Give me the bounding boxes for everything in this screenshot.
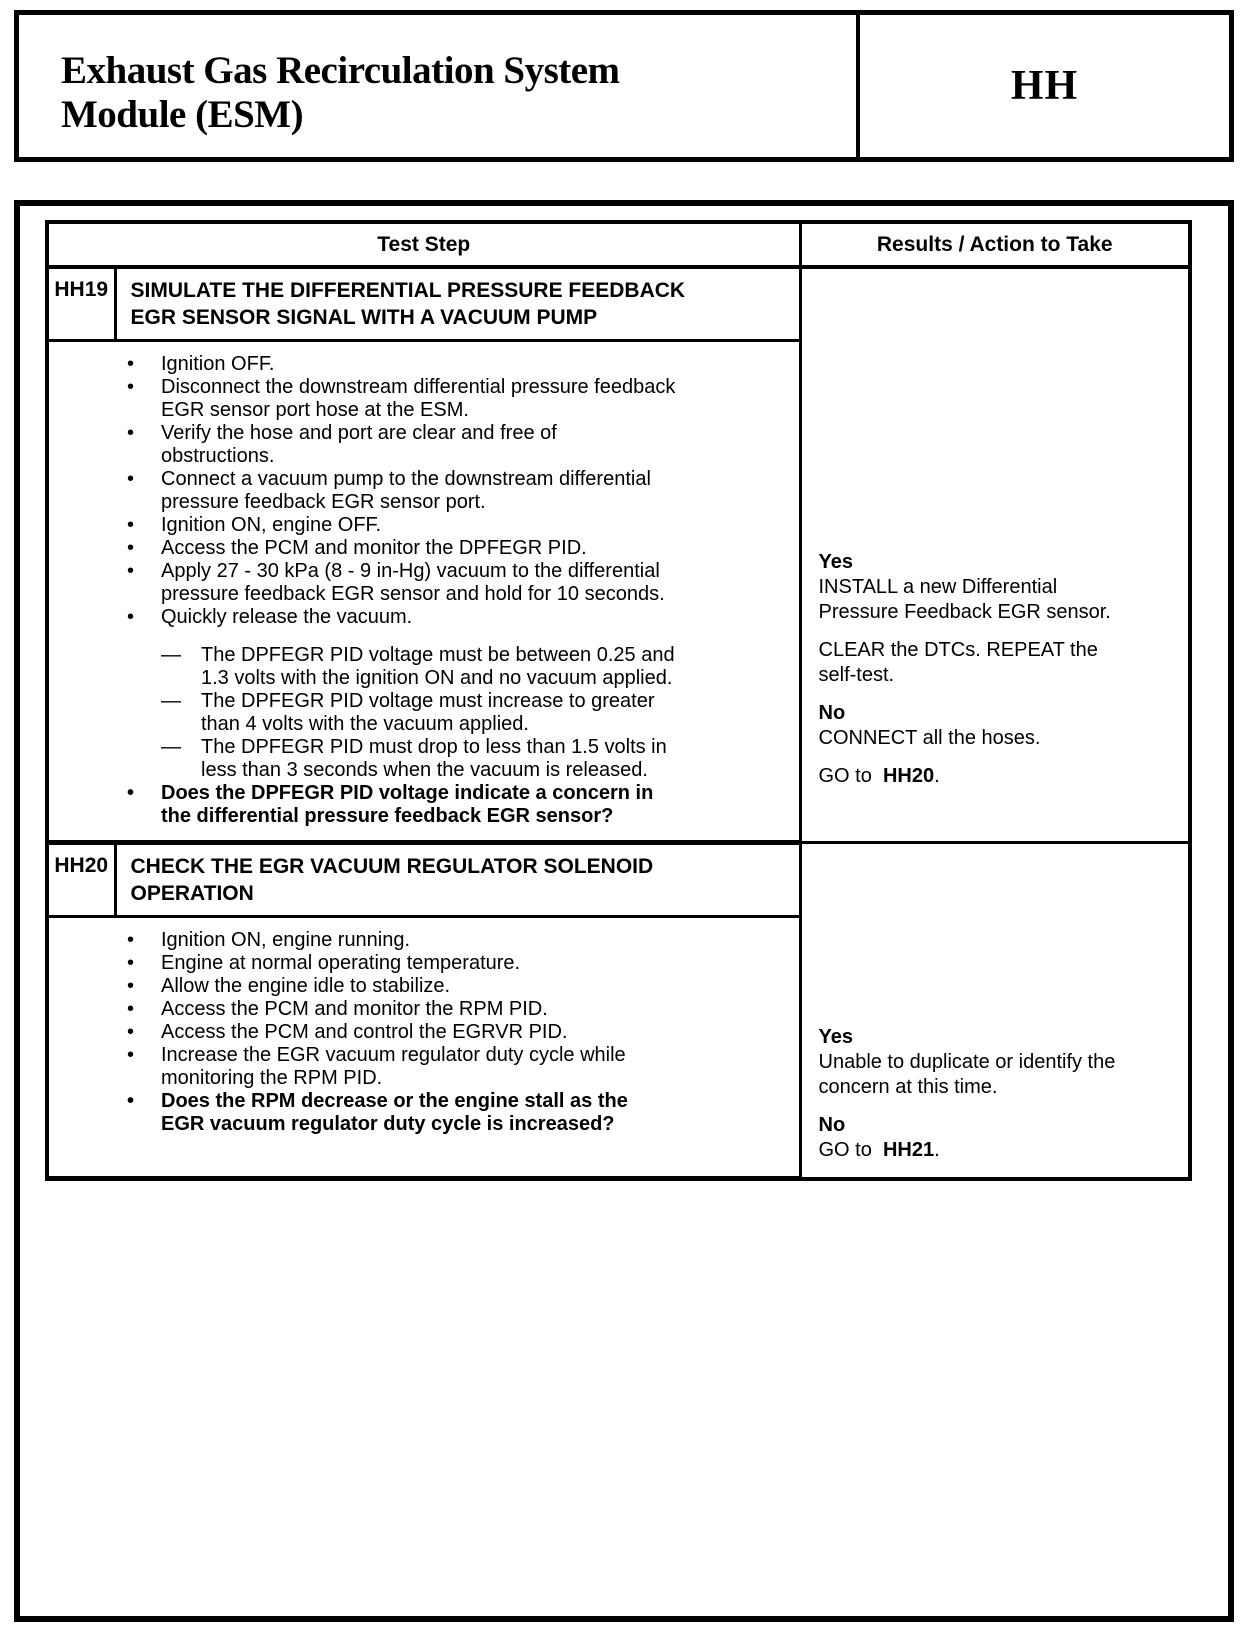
bullet-marker: • xyxy=(127,782,135,804)
list-item xyxy=(127,353,785,376)
bullet-marker: • xyxy=(127,929,135,951)
step-title-row xyxy=(47,843,1190,917)
step-title: CHECK THE EGR VACUUM REGULATOR SOLENOID OPERATION xyxy=(115,843,800,917)
list-item xyxy=(127,1021,785,1044)
results-line: Pressure Feedback EGR sensor. xyxy=(818,601,1111,623)
list-item xyxy=(127,514,785,537)
list-item-text: Access the PCM and monitor the DPFEGR PID. xyxy=(161,537,587,559)
list-item-text: Ignition ON, engine OFF. xyxy=(161,514,382,536)
results-line: Unable to duplicate or identify the xyxy=(818,1050,1116,1073)
list-item xyxy=(161,690,785,736)
results-line: No xyxy=(818,1113,846,1136)
bullet-marker: • xyxy=(127,606,135,628)
list-item-text: Increase the EGR vacuum regulator duty cycle while monitoring the RPM PID. xyxy=(161,1044,626,1089)
list-item xyxy=(127,998,785,1021)
step-instructions xyxy=(47,341,800,843)
step-title-row xyxy=(47,267,1190,341)
step-title: SIMULATE THE DIFFERENTIAL PRESSURE FEEDBACK EGR SENSOR SIGNAL WITH A VACUUM PUMP xyxy=(115,267,800,341)
bullet-marker: • xyxy=(127,952,135,974)
list-item-text: Allow the engine idle to stabilize. xyxy=(161,975,451,997)
list-item-text: The DPFEGR PID voltage must increase to greater than 4 volts with the vacuum applied. xyxy=(201,690,655,735)
content-frame xyxy=(14,200,1234,1622)
bullet-marker: • xyxy=(127,468,135,490)
list-item xyxy=(127,1090,785,1136)
list-item-text: The DPFEGR PID must drop to less than 1.5 volts in less than 3 seconds when the vacuum is released. xyxy=(201,736,667,781)
step-results xyxy=(800,267,1190,843)
list-item-text: Quickly release the vacuum. xyxy=(161,606,413,628)
list-item-text: Verify the hose and port are clear and free of obstructions. xyxy=(161,422,557,467)
list-item xyxy=(127,376,785,422)
list-item-text: Engine at normal operating temperature. xyxy=(161,952,521,974)
document-header xyxy=(14,10,1234,162)
list-item-text: Access the PCM and monitor the RPM PID. xyxy=(161,998,548,1020)
step-instructions xyxy=(47,917,800,1179)
bullet-marker: • xyxy=(127,560,135,582)
step-id: HH19 xyxy=(47,267,115,341)
column-header-results: Results / Action to Take xyxy=(800,222,1190,267)
list-item-text: Does the DPFEGR PID voltage indicate a concern in the differential pressure feedback EGR sensor? xyxy=(161,782,654,827)
results-paragraph xyxy=(819,764,1151,789)
dash-marker: — xyxy=(161,736,181,758)
results-line: CLEAR the DTCs. REPEAT the xyxy=(818,639,1098,661)
list-item-text: The DPFEGR PID voltage must be between 0.25 and 1.3 volts with the ignition ON and no vacuum applied. xyxy=(201,644,675,689)
step-id: HH20 xyxy=(47,843,115,917)
table-header-row xyxy=(47,222,1190,267)
results-line: INSTALL a new Differential xyxy=(818,576,1058,598)
list-item-text: Apply 27 - 30 kPa (8 - 9 in-Hg) vacuum to the differential pressure feedback EGR sensor and hold for 10 seconds. xyxy=(161,560,665,605)
list-item xyxy=(161,644,785,690)
results-paragraph xyxy=(819,638,1151,688)
results-line: Yes xyxy=(818,1025,853,1048)
bullet-marker: • xyxy=(127,1021,135,1043)
list-item xyxy=(127,606,785,629)
list-item-text: Access the PCM and control the EGRVR PID. xyxy=(161,1021,568,1043)
list-item xyxy=(161,736,785,782)
results-paragraph xyxy=(819,701,1151,751)
column-header-test-step: Test Step xyxy=(47,222,800,267)
pinpoint-test-table xyxy=(45,220,1192,1181)
list-item-text: Connect a vacuum pump to the downstream differential pressure feedback EGR sensor port. xyxy=(161,468,651,513)
section-code: HH xyxy=(1010,63,1079,109)
results-line: GO to HH20. xyxy=(818,765,940,787)
bullet-marker: • xyxy=(127,1090,135,1112)
list-item xyxy=(127,952,785,975)
document-title xyxy=(19,15,860,157)
document-title-line: Exhaust Gas Recirculation System xyxy=(61,49,620,92)
results-paragraph xyxy=(819,550,1151,625)
list-item xyxy=(127,537,785,560)
bullet-marker: • xyxy=(127,1044,135,1066)
dash-marker: — xyxy=(161,644,181,666)
list-item xyxy=(127,468,785,514)
list-item xyxy=(127,422,785,468)
list-item xyxy=(127,975,785,998)
results-line: self-test. xyxy=(818,664,895,686)
results-line: concern at this time. xyxy=(818,1075,998,1098)
list-item xyxy=(127,929,785,952)
list-item xyxy=(127,782,785,828)
results-line: No xyxy=(818,702,846,724)
bullet-marker: • xyxy=(127,376,135,398)
bullet-marker: • xyxy=(127,975,135,997)
results-line: CONNECT all the hoses. xyxy=(818,727,1041,749)
list-item-text: Ignition ON, engine running. xyxy=(161,929,411,951)
bullet-marker: • xyxy=(127,353,135,375)
results-paragraph xyxy=(819,1025,1151,1100)
bullet-marker: • xyxy=(127,998,135,1020)
dash-marker: — xyxy=(161,690,181,712)
results-line: GO to HH21. xyxy=(818,1138,940,1161)
bullet-marker: • xyxy=(127,514,135,536)
list-item xyxy=(127,1044,785,1090)
bullet-marker: • xyxy=(127,537,135,559)
list-item-text: Disconnect the downstream differential pressure feedback EGR sensor port hose at the ESM. xyxy=(161,376,676,421)
bullet-marker: • xyxy=(127,422,135,444)
list-item-text: Does the RPM decrease or the engine stall as the EGR vacuum regulator duty cycle is increased? xyxy=(161,1090,628,1135)
step-results xyxy=(800,843,1190,1179)
document-title-line: Module (ESM) xyxy=(61,93,304,136)
list-item-text: Ignition OFF. xyxy=(161,353,275,375)
results-paragraph xyxy=(819,1113,1151,1163)
results-line: Yes xyxy=(818,551,853,573)
list-item xyxy=(127,560,785,606)
